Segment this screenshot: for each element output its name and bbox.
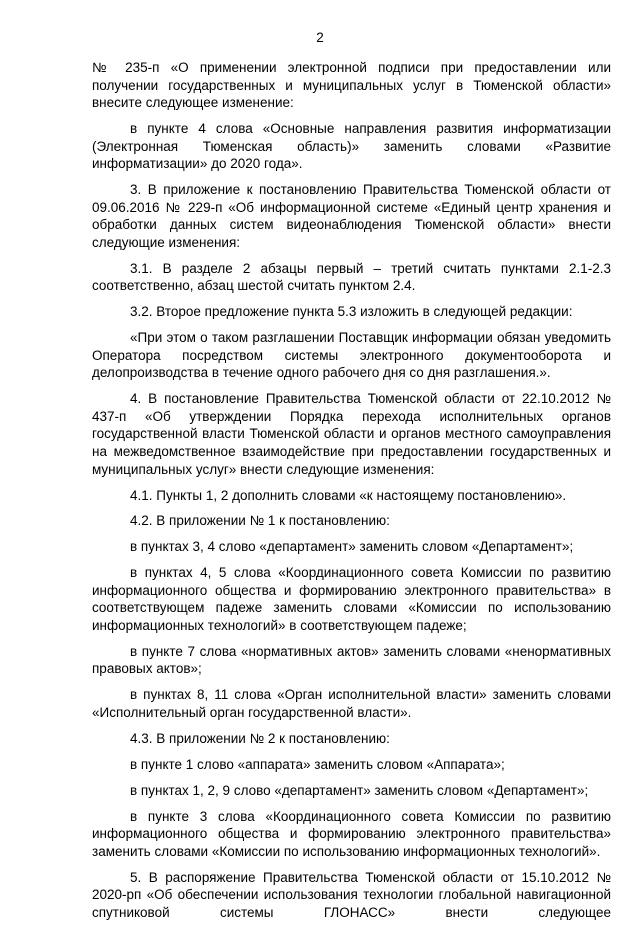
- paragraph-item-3: в пункте 3 слова «Координационного совета Комиссии по развитию информационного общества и формированию электронного правительства» заменить словами «Комиссии по использованию информационных технологий».: [92, 808, 611, 859]
- paragraph-section-4-1: 4.1. Пункты 1, 2 дополнить словами «к настоящему постановлению».: [130, 487, 567, 503]
- paragraph-section-3-2: 3.2. Второе предложение пункта 5.3 изложить в следующей редакции:: [130, 304, 573, 320]
- paragraph-intro-continuation: № 235-п «О применении электронной подписи при предоставлении или получении государственных и муниципальных услуг в Тюменской области» внесите следующее изменение:: [92, 60, 611, 111]
- paragraph-item-7: в пункте 7 слова «нормативных актов» заменить словами «ненормативных правовых актов»;: [92, 643, 611, 677]
- paragraph-section-4-2: 4.2. В приложении № 1 к постановлению:: [130, 513, 390, 529]
- paragraph-section-4-3: 4.3. В приложении № 2 к постановлению:: [130, 730, 390, 746]
- paragraph-items-8-11: в пунктах 8, 11 слова «Орган исполнительной власти» заменить словами «Исполнительный орган государственной власти».: [92, 687, 611, 720]
- paragraph-quoted-text: «При этом о таком разглашении Поставщик информации обязан уведомить Оператора посредством системы электронного документооборота и делопроизводства в течение одного рабочего дня со дня разглашения.».: [92, 330, 611, 381]
- page-number: 2: [316, 30, 324, 45]
- paragraph-items-1-2-9: в пунктах 1, 2, 9 слово «департамент» заменить словом «Департамент»;: [130, 782, 589, 798]
- paragraph-items-4-5: в пунктах 4, 5 слова «Координационного совета Комиссии по развитию информационного общества и формированию электронного правительства» в соответствующем падеже заменить словами «Комиссии по использованию информационных технологий» в соответствующем падеже;: [92, 565, 611, 633]
- paragraph-section-3: 3. В приложение к постановлению Правительства Тюменской области от 09.06.2016 № 229-п «Об информационной системе «Единый центр хранения и обработки данных систем видеонаблюдения Тюменской области» внести следующие изменения:: [92, 182, 611, 250]
- paragraph-item-4-change: в пункте 4 слова «Основные направления развития информатизации (Электронная Тюменская область)» заменить словами «Развитие информатизации» до 2020 года».: [92, 121, 611, 172]
- paragraph-items-3-4: в пунктах 3, 4 слово «департамент» заменить словом «Департамент»;: [130, 539, 574, 555]
- paragraph-section-4: 4. В постановление Правительства Тюменской области от 22.10.2012 № 437-п «Об утверждении Порядка перехода исполнительных органов государственной власти Тюменской области и органов местного самоуправления на межведомственное взаимодействие при предоставлении государственных и муниципальных услуг» внести следующие изменения:: [92, 391, 611, 477]
- paragraph-section-5: 5. В распоряжение Правительства Тюменской области от 15.10.2012 № 2020-рп «Об обеспечении использования технологии глобальной навигационной спутниковой системы ГЛОНАСС» внести следующее: [92, 869, 611, 920]
- paragraph-item-1: в пункте 1 слово «аппарата» заменить словом «Аппарата»;: [130, 756, 505, 772]
- document-body: [92, 59, 611, 930]
- paragraph-section-3-1: 3.1. В разделе 2 абзацы первый – третий считать пунктами 2.1-2.3 соответственно, абзац шестой считать пунктом 2.4.: [92, 260, 611, 294]
